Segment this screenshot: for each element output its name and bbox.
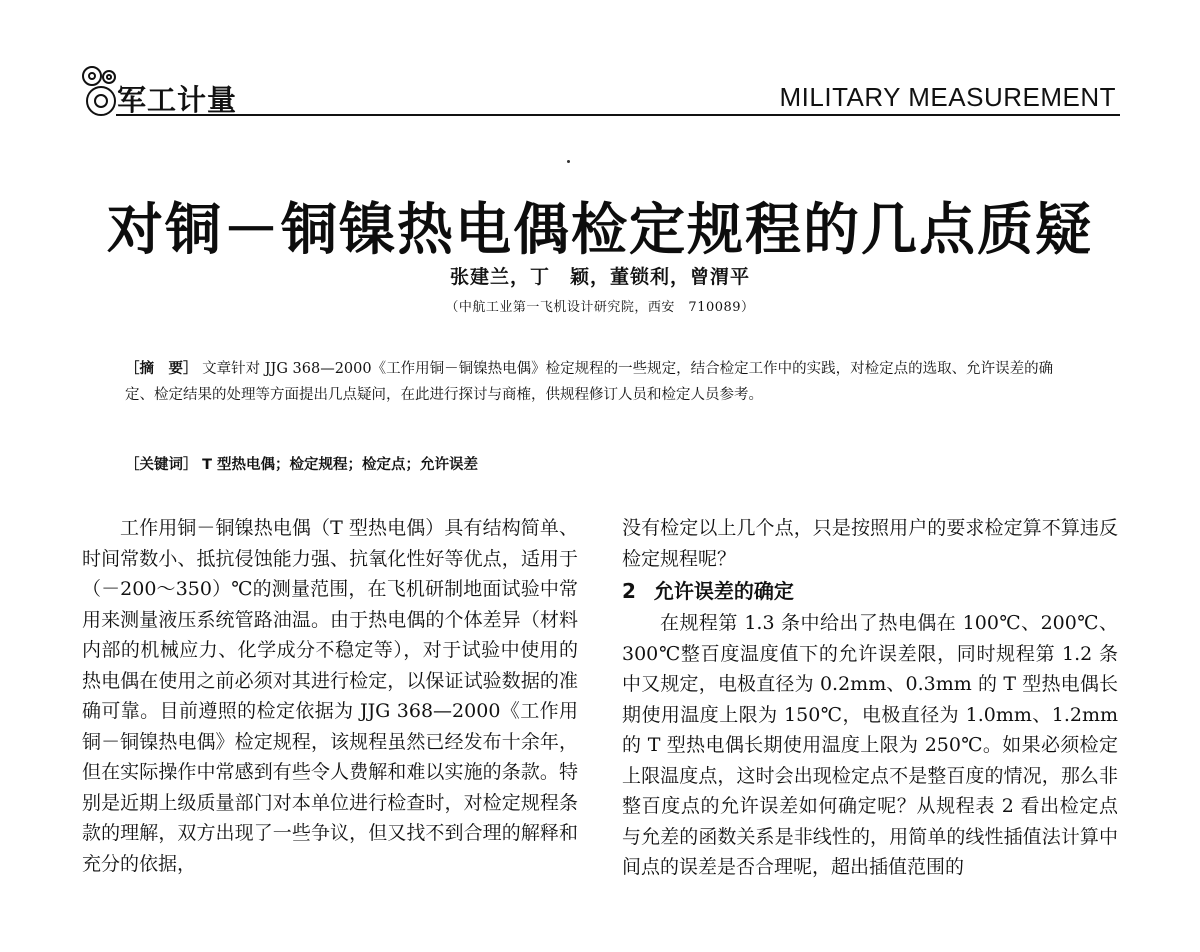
article-title: 对铜－铜镍热电偶检定规程的几点质疑 [107,198,1093,263]
keywords-label: ［关键词］ [125,457,198,473]
body-column-left [82,513,578,879]
abstract-text: 文章针对 JJG 368—2000《工作用铜－铜镍热电偶》检定规程的一些规定，结合检定工作中的实践，对检定点的选取、允许误差的确定、检定结果的处理等方面提出几点疑问，在此进行探讨与商榷，供规程修订人员和检定人员参考。 [125,361,1054,403]
journal-name-en: MILITARY MEASUREMENT [779,82,1116,112]
section-title: 允许误差的确定 [653,579,794,603]
abstract [125,356,1080,408]
article-authors: 张建兰，丁 颖，董锁利，曾渭平 [449,266,750,288]
keywords [125,452,1080,478]
body-paragraph: 工作用铜－铜镍热电偶（T 型热电偶）具有结构简单、时间常数小、抵抗侵蚀能力强、抗氧化性好等优点，适用于（－200～350）℃的测量范围，在飞机研制地面试验中常用来测量液压系统管路油温。由于热电偶的个体差异（材料内部的机械应力、化学成分不稳定等），对于试验中使用的热电偶在使用之前必须对其进行检定，以保证试验数据的准确可靠。目前遵照的检定依据为 JJG 368—2000《工作用铜－铜镍热电偶》检定规程，该规程虽然已经发布十余年，但在实际操作中常感到有些令人费解和难以实施的条款。特别是近期上级质量部门对本单位进行检查时，对检定规程条款的理解，双方出现了一些争议，但又找不到合理的解释和充分的依据， [82,517,578,875]
abstract-label: ［摘 要］ [125,361,198,377]
body-paragraph: 没有检定以上几个点，只是按照用户的要求检定算不算违反检定规程呢？ [622,517,1118,570]
section-number: 2 [622,579,636,603]
article-affiliation: （中航工业第一飞机设计研究院，西安 710089） [445,300,755,315]
keywords-text: T 型热电偶；检定规程；检定点；允许误差 [202,457,479,473]
journal-header [80,62,1120,122]
header-rule [116,114,1120,116]
body-paragraph: 在规程第 1.3 条中给出了热电偶在 100℃、200℃、300℃整百度温度值下的允许误差限，同时规程第 1.2 条中又规定，电极直径为 0.2mm、0.3mm 的 T 型热电偶长期使用温度上限为 150℃，电极直径为 1.0mm、1.2mm 的 T 型热电偶长期使用温度上限为 250℃。如果必须检定上限温度点，这时会出现检定点不是整百度的情况，那么非整百度点的允许误差如何确定呢？从规程表 2 看出检定点与允差的函数关系是非线性的，用简单的线性插值法计算中间点的误差是否合理呢，超出插值范围的 [622,612,1118,878]
section-heading [622,574,1118,608]
body-column-right [622,513,1118,883]
stray-dot [567,160,570,163]
journal-name-cn: 军工计量 [117,83,238,117]
